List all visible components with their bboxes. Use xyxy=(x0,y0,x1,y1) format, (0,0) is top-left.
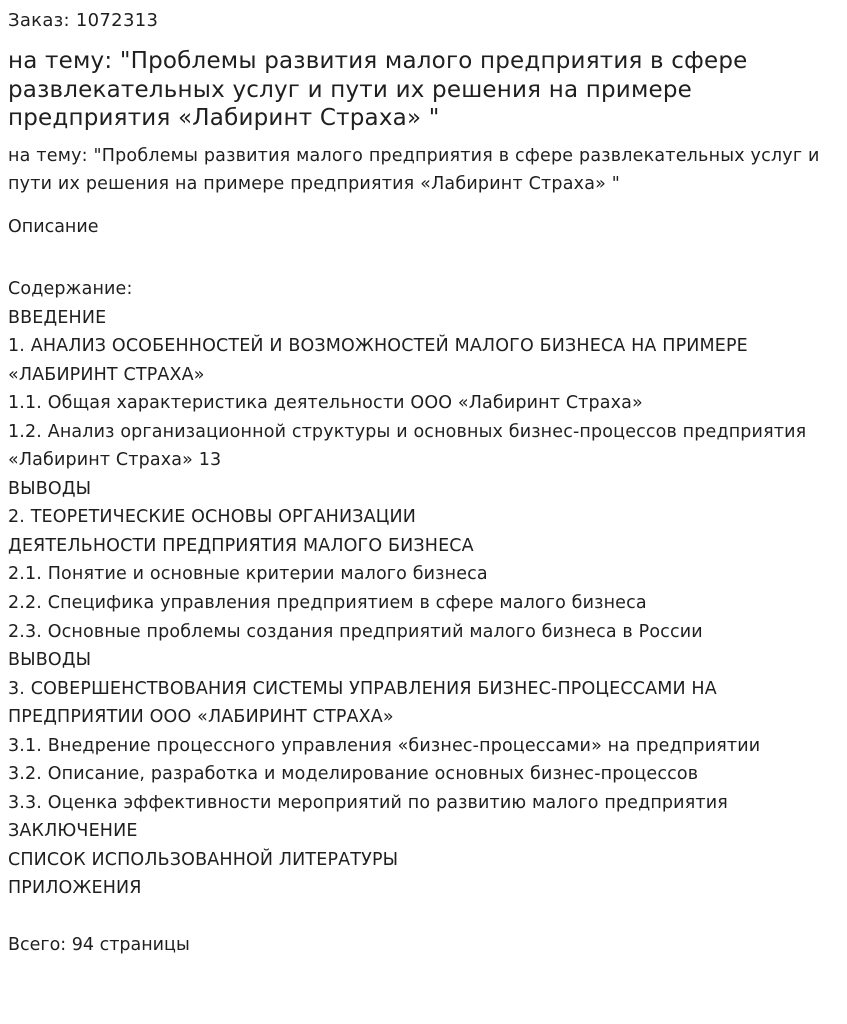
toc-item-chapter-1: 1. АНАЛИЗ ОСОБЕННОСТЕЙ И ВОЗМОЖНОСТЕЙ МАЛОГО БИЗНЕСА НА ПРИМЕРЕ «ЛАБИРИНТ СТРАХА» xyxy=(8,336,748,385)
table-of-contents xyxy=(8,275,838,903)
toc-item-chapter-2: 2. ТЕОРЕТИЧЕСКИЕ ОСНОВЫ ОРГАНИЗАЦИИ xyxy=(8,507,416,528)
toc-item-conclusions-1: ВЫВОДЫ xyxy=(8,478,92,499)
toc-item-chapter-3: 3. СОВЕРШЕНСТВОВАНИЯ СИСТЕМЫ УПРАВЛЕНИЯ БИЗНЕС-ПРОЦЕССАМИ НА ПРЕДПРИЯТИИ ООО «ЛАБИРИНТ СТРАХА» xyxy=(8,678,717,728)
toc-list xyxy=(8,304,838,903)
toc-item-section-3-2: 3.2. Описание, разработка и моделирование основных бизнес-процессов xyxy=(8,764,699,785)
order-number: Заказ: 1072313 xyxy=(8,10,159,31)
description-label: Описание xyxy=(8,216,99,237)
toc-item-references: СПИСОК ИСПОЛЬЗОВАННОЙ ЛИТЕРАТУРЫ xyxy=(8,849,399,870)
topic-heading: на тему: "Проблемы развития малого предприятия в сфере развлекательных услуг и пути их решения на примере предприятия «Лабиринт Страха» " xyxy=(8,48,748,131)
toc-item-conclusions-2: ВЫВОДЫ xyxy=(8,650,92,671)
toc-item-section-3-3: 3.3. Оценка эффективности мероприятий по развитию малого предприятия xyxy=(8,792,728,813)
contents-title: Содержание: xyxy=(8,279,133,299)
toc-item-section-1-2: 1.2. Анализ организационной структуры и основных бизнес-процессов предприятия «Лабиринт Страха» 13 xyxy=(8,421,807,471)
order-page xyxy=(8,9,838,960)
toc-item-section-1-1: 1.1. Общая характеристика деятельности ООО «Лабиринт Страха» xyxy=(8,393,643,414)
toc-item-section-2-3: 2.3. Основные проблемы создания предприятий малого бизнеса в России xyxy=(8,621,703,642)
toc-item-section-2-2: 2.2. Специфика управления предприятием в сфере малого бизнеса xyxy=(8,593,647,614)
toc-item-section-3-1: 3.1. Внедрение процессного управления «бизнес-процессами» на предприятии xyxy=(8,735,761,756)
topic-text: на тему: "Проблемы развития малого предприятия в сфере развлекательных услуг и пути их решения на примере предприятия «Лабиринт Страха» " xyxy=(8,145,820,194)
toc-item-section-2-1: 2.1. Понятие и основные критерии малого бизнеса xyxy=(8,564,488,585)
toc-item-conclusion: ЗАКЛЮЧЕНИЕ xyxy=(8,821,138,842)
toc-item-introduction: ВВЕДЕНИЕ xyxy=(8,307,107,328)
toc-item-chapter-2-continued: ДЕЯТЕЛЬНОСТИ ПРЕДПРИЯТИЯ МАЛОГО БИЗНЕСА xyxy=(8,535,474,556)
toc-item-appendices: ПРИЛОЖЕНИЯ xyxy=(8,878,142,899)
total-pages: Всего: 94 страницы xyxy=(8,935,190,956)
